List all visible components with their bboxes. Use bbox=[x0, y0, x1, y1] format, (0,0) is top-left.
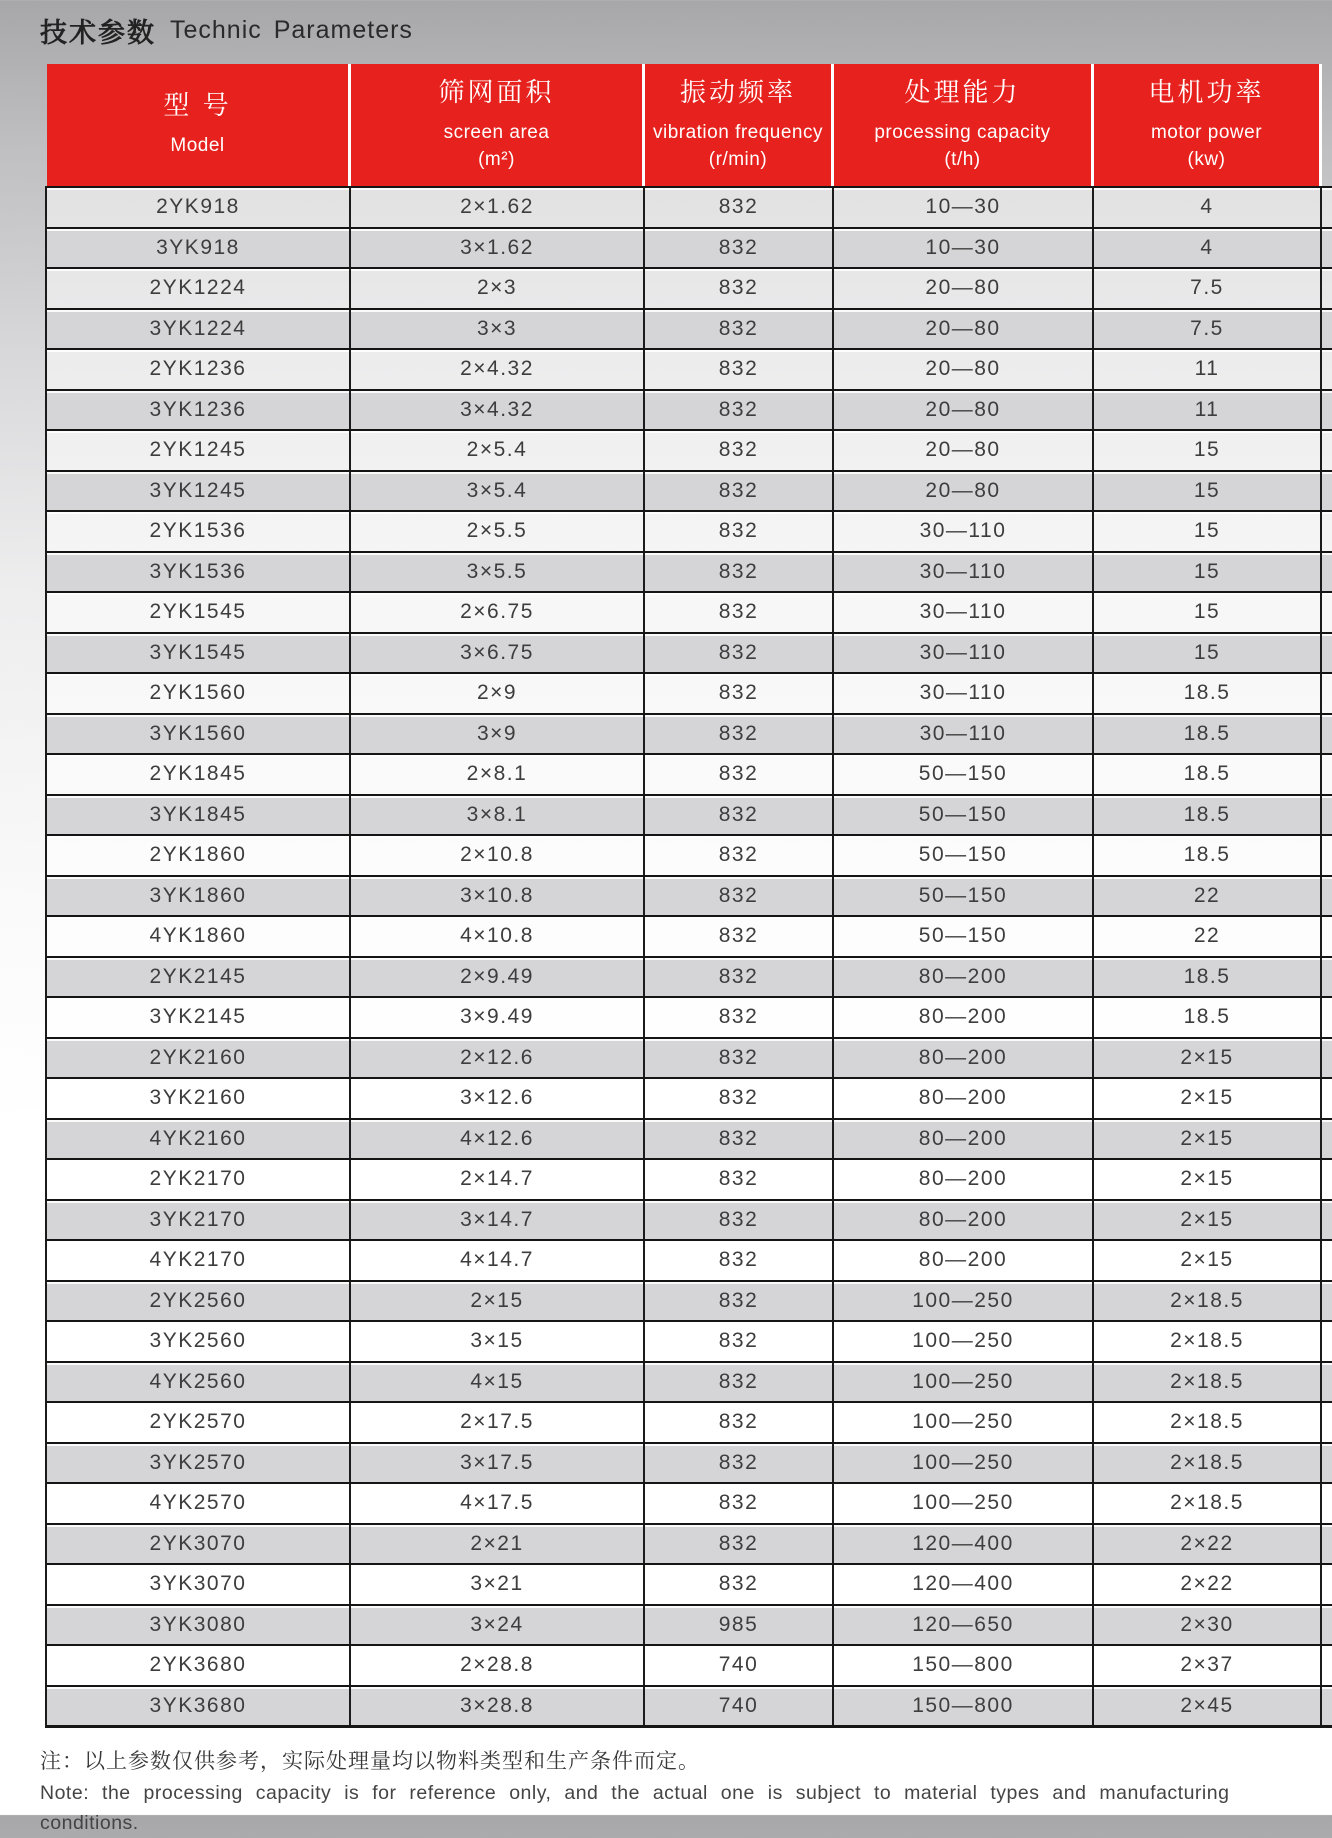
table-row bbox=[47, 227, 1332, 268]
model-cell: 4YK2170 bbox=[47, 1241, 351, 1280]
screen-area-cell: 3×9.49 bbox=[351, 998, 645, 1037]
processing-capacity-cell: 120—650 bbox=[834, 1606, 1094, 1645]
processing-capacity-cell: 80—200 bbox=[834, 998, 1094, 1037]
screen-area-cell: 2×17.5 bbox=[351, 1403, 645, 1442]
model-cell: 3YK918 bbox=[47, 229, 351, 268]
model-cell: 3YK2145 bbox=[47, 998, 351, 1037]
processing-capacity-cell: 30—110 bbox=[834, 674, 1094, 713]
vibration-frequency-cell: 832 bbox=[645, 1079, 834, 1118]
row-edge-sliver bbox=[1322, 674, 1332, 713]
processing-capacity-cell: 50—150 bbox=[834, 917, 1094, 956]
row-edge-sliver bbox=[1322, 1525, 1332, 1564]
model-cell: 2YK2560 bbox=[47, 1282, 351, 1321]
table-row bbox=[47, 632, 1332, 673]
motor-power-cell: 2×18.5 bbox=[1094, 1403, 1322, 1442]
motor-power-cell: 18.5 bbox=[1094, 715, 1322, 754]
processing-capacity-cell: 20—80 bbox=[834, 431, 1094, 470]
model-cell: 3YK1860 bbox=[47, 877, 351, 916]
row-edge-sliver bbox=[1322, 310, 1332, 349]
motor-power-cell: 2×15 bbox=[1094, 1241, 1322, 1280]
model-cell: 2YK1560 bbox=[47, 674, 351, 713]
footnotes bbox=[40, 1746, 1332, 1838]
motor-power-cell: 2×15 bbox=[1094, 1201, 1322, 1240]
motor-power-cell: 22 bbox=[1094, 877, 1322, 916]
table-row bbox=[47, 591, 1332, 632]
screen-area-cell: 2×4.32 bbox=[351, 350, 645, 389]
row-edge-sliver bbox=[1322, 1363, 1332, 1402]
motor-power-cell: 2×22 bbox=[1094, 1525, 1322, 1564]
motor-power-cell: 18.5 bbox=[1094, 796, 1322, 835]
table-row bbox=[47, 753, 1332, 794]
processing-capacity-cell: 50—150 bbox=[834, 796, 1094, 835]
screen-area-cell: 2×3 bbox=[351, 269, 645, 308]
model-cell: 2YK1245 bbox=[47, 431, 351, 470]
table-row bbox=[47, 429, 1332, 470]
table-row bbox=[47, 1037, 1332, 1078]
header-cell-model bbox=[47, 64, 351, 186]
header-screen-area-unit: (m²) bbox=[478, 149, 515, 171]
table-row bbox=[47, 713, 1332, 754]
screen-area-cell: 2×5.5 bbox=[351, 512, 645, 551]
motor-power-cell: 2×18.5 bbox=[1094, 1322, 1322, 1361]
screen-area-cell: 4×15 bbox=[351, 1363, 645, 1402]
vibration-frequency-cell: 832 bbox=[645, 715, 834, 754]
model-cell: 3YK2560 bbox=[47, 1322, 351, 1361]
motor-power-cell: 2×37 bbox=[1094, 1646, 1322, 1685]
vibration-frequency-cell: 832 bbox=[645, 796, 834, 835]
motor-power-cell: 2×30 bbox=[1094, 1606, 1322, 1645]
model-cell: 4YK2160 bbox=[47, 1120, 351, 1159]
row-edge-sliver bbox=[1322, 229, 1332, 268]
table-row bbox=[47, 1118, 1332, 1159]
processing-capacity-cell: 50—150 bbox=[834, 755, 1094, 794]
screen-area-cell: 3×9 bbox=[351, 715, 645, 754]
row-edge-sliver bbox=[1322, 472, 1332, 511]
table-row bbox=[47, 1442, 1332, 1483]
motor-power-cell: 18.5 bbox=[1094, 674, 1322, 713]
table-body bbox=[45, 186, 1332, 1728]
vibration-frequency-cell: 832 bbox=[645, 1444, 834, 1483]
motor-power-cell: 2×15 bbox=[1094, 1079, 1322, 1118]
screen-area-cell: 4×12.6 bbox=[351, 1120, 645, 1159]
table-row bbox=[47, 1077, 1332, 1118]
motor-power-cell: 2×18.5 bbox=[1094, 1282, 1322, 1321]
vibration-frequency-cell: 832 bbox=[645, 1201, 834, 1240]
model-cell: 2YK3680 bbox=[47, 1646, 351, 1685]
screen-area-cell: 3×10.8 bbox=[351, 877, 645, 916]
vibration-frequency-cell: 832 bbox=[645, 998, 834, 1037]
motor-power-cell: 11 bbox=[1094, 350, 1322, 389]
screen-area-cell: 2×6.75 bbox=[351, 593, 645, 632]
row-edge-sliver bbox=[1322, 755, 1332, 794]
table-row bbox=[47, 956, 1332, 997]
row-edge-sliver bbox=[1322, 917, 1332, 956]
model-cell: 2YK2160 bbox=[47, 1039, 351, 1078]
vibration-frequency-cell: 832 bbox=[645, 674, 834, 713]
processing-capacity-cell: 100—250 bbox=[834, 1282, 1094, 1321]
vibration-frequency-cell: 832 bbox=[645, 1282, 834, 1321]
processing-capacity-cell: 80—200 bbox=[834, 958, 1094, 997]
table-row bbox=[47, 551, 1332, 592]
vibration-frequency-cell: 832 bbox=[645, 269, 834, 308]
row-edge-sliver bbox=[1322, 1606, 1332, 1645]
screen-area-cell: 3×15 bbox=[351, 1322, 645, 1361]
table-row bbox=[47, 267, 1332, 308]
motor-power-cell: 15 bbox=[1094, 634, 1322, 673]
motor-power-cell: 15 bbox=[1094, 593, 1322, 632]
table-row bbox=[47, 1685, 1332, 1726]
vibration-frequency-cell: 832 bbox=[645, 1322, 834, 1361]
vibration-frequency-cell: 832 bbox=[645, 958, 834, 997]
model-cell: 4YK2560 bbox=[47, 1363, 351, 1402]
row-edge-sliver bbox=[1322, 877, 1332, 916]
motor-power-cell: 7.5 bbox=[1094, 269, 1322, 308]
model-cell: 3YK1224 bbox=[47, 310, 351, 349]
model-cell: 2YK3070 bbox=[47, 1525, 351, 1564]
processing-capacity-cell: 150—800 bbox=[834, 1687, 1094, 1726]
model-cell: 4YK2570 bbox=[47, 1484, 351, 1523]
vibration-frequency-cell: 832 bbox=[645, 553, 834, 592]
table-row bbox=[47, 794, 1332, 835]
table-row bbox=[47, 510, 1332, 551]
processing-capacity-cell: 100—250 bbox=[834, 1484, 1094, 1523]
row-edge-sliver bbox=[1322, 1687, 1332, 1726]
header-vibration-frequency-en: vibration frequency bbox=[652, 121, 824, 143]
processing-capacity-cell: 100—250 bbox=[834, 1444, 1094, 1483]
header-edge-sliver bbox=[1322, 64, 1332, 186]
processing-capacity-cell: 20—80 bbox=[834, 310, 1094, 349]
processing-capacity-cell: 20—80 bbox=[834, 350, 1094, 389]
processing-capacity-cell: 30—110 bbox=[834, 512, 1094, 551]
vibration-frequency-cell: 832 bbox=[645, 1403, 834, 1442]
row-edge-sliver bbox=[1322, 1160, 1332, 1199]
model-cell: 3YK1236 bbox=[47, 391, 351, 430]
vibration-frequency-cell: 740 bbox=[645, 1687, 834, 1726]
table-row bbox=[47, 1239, 1332, 1280]
motor-power-cell: 2×15 bbox=[1094, 1039, 1322, 1078]
model-cell: 3YK3070 bbox=[47, 1565, 351, 1604]
model-cell: 2YK2170 bbox=[47, 1160, 351, 1199]
processing-capacity-cell: 150—800 bbox=[834, 1646, 1094, 1685]
table-row bbox=[47, 1158, 1332, 1199]
row-edge-sliver bbox=[1322, 1079, 1332, 1118]
screen-area-cell: 4×17.5 bbox=[351, 1484, 645, 1523]
model-cell: 3YK1845 bbox=[47, 796, 351, 835]
screen-area-cell: 2×28.8 bbox=[351, 1646, 645, 1685]
motor-power-cell: 18.5 bbox=[1094, 998, 1322, 1037]
screen-area-cell: 3×1.62 bbox=[351, 229, 645, 268]
row-edge-sliver bbox=[1322, 1241, 1332, 1280]
model-cell: 3YK1245 bbox=[47, 472, 351, 511]
processing-capacity-cell: 80—200 bbox=[834, 1079, 1094, 1118]
model-cell: 3YK1545 bbox=[47, 634, 351, 673]
screen-area-cell: 3×3 bbox=[351, 310, 645, 349]
header-screen-area-zh: 筛网面积 bbox=[438, 76, 555, 107]
row-edge-sliver bbox=[1322, 1322, 1332, 1361]
row-edge-sliver bbox=[1322, 1039, 1332, 1078]
motor-power-cell: 2×18.5 bbox=[1094, 1444, 1322, 1483]
screen-area-cell: 2×14.7 bbox=[351, 1160, 645, 1199]
model-cell: 2YK2570 bbox=[47, 1403, 351, 1442]
model-cell: 3YK3680 bbox=[47, 1687, 351, 1726]
row-edge-sliver bbox=[1322, 553, 1332, 592]
row-edge-sliver bbox=[1322, 958, 1332, 997]
model-cell: 2YK1236 bbox=[47, 350, 351, 389]
table-row bbox=[47, 1482, 1332, 1523]
model-cell: 3YK2160 bbox=[47, 1079, 351, 1118]
processing-capacity-cell: 30—110 bbox=[834, 553, 1094, 592]
vibration-frequency-cell: 832 bbox=[645, 350, 834, 389]
screen-area-cell: 2×15 bbox=[351, 1282, 645, 1321]
table-row bbox=[47, 996, 1332, 1037]
vibration-frequency-cell: 832 bbox=[645, 472, 834, 511]
motor-power-cell: 11 bbox=[1094, 391, 1322, 430]
model-cell: 2YK1536 bbox=[47, 512, 351, 551]
row-edge-sliver bbox=[1322, 1646, 1332, 1685]
table-row bbox=[47, 1523, 1332, 1564]
motor-power-cell: 15 bbox=[1094, 472, 1322, 511]
processing-capacity-cell: 20—80 bbox=[834, 269, 1094, 308]
table-row bbox=[47, 186, 1332, 227]
screen-area-cell: 3×5.4 bbox=[351, 472, 645, 511]
motor-power-cell: 15 bbox=[1094, 553, 1322, 592]
row-edge-sliver bbox=[1322, 1282, 1332, 1321]
motor-power-cell: 4 bbox=[1094, 188, 1322, 227]
page-title-zh: 技术参数 bbox=[40, 17, 156, 48]
screen-area-cell: 3×24 bbox=[351, 1606, 645, 1645]
header-model-en: Model bbox=[170, 135, 225, 157]
model-cell: 4YK1860 bbox=[47, 917, 351, 956]
processing-capacity-cell: 80—200 bbox=[834, 1160, 1094, 1199]
vibration-frequency-cell: 832 bbox=[645, 836, 834, 875]
processing-capacity-cell: 50—150 bbox=[834, 877, 1094, 916]
screen-area-cell: 3×6.75 bbox=[351, 634, 645, 673]
header-motor-power-en: motor power bbox=[1150, 121, 1263, 143]
model-cell: 3YK1560 bbox=[47, 715, 351, 754]
model-cell: 3YK3080 bbox=[47, 1606, 351, 1645]
header-cell-motor-power bbox=[1094, 64, 1322, 186]
motor-power-cell: 2×22 bbox=[1094, 1565, 1322, 1604]
screen-area-cell: 2×1.62 bbox=[351, 188, 645, 227]
row-edge-sliver bbox=[1322, 1201, 1332, 1240]
processing-capacity-cell: 100—250 bbox=[834, 1363, 1094, 1402]
processing-capacity-cell: 120—400 bbox=[834, 1525, 1094, 1564]
processing-capacity-cell: 50—150 bbox=[834, 836, 1094, 875]
motor-power-cell: 2×18.5 bbox=[1094, 1363, 1322, 1402]
screen-area-cell: 2×8.1 bbox=[351, 755, 645, 794]
model-cell: 3YK2570 bbox=[47, 1444, 351, 1483]
motor-power-cell: 18.5 bbox=[1094, 958, 1322, 997]
table-row bbox=[47, 834, 1332, 875]
screen-area-cell: 2×9 bbox=[351, 674, 645, 713]
header-processing-capacity-en: processing capacity bbox=[874, 121, 1051, 143]
screen-area-cell: 2×10.8 bbox=[351, 836, 645, 875]
processing-capacity-cell: 10—30 bbox=[834, 188, 1094, 227]
vibration-frequency-cell: 832 bbox=[645, 1484, 834, 1523]
vibration-frequency-cell: 832 bbox=[645, 229, 834, 268]
vibration-frequency-cell: 832 bbox=[645, 755, 834, 794]
row-edge-sliver bbox=[1322, 1484, 1332, 1523]
header-processing-capacity-unit: (t/h) bbox=[944, 149, 981, 171]
motor-power-cell: 2×15 bbox=[1094, 1160, 1322, 1199]
table-row bbox=[47, 1644, 1332, 1685]
processing-capacity-cell: 80—200 bbox=[834, 1039, 1094, 1078]
model-cell: 2YK1860 bbox=[47, 836, 351, 875]
screen-area-cell: 2×5.4 bbox=[351, 431, 645, 470]
vibration-frequency-cell: 832 bbox=[645, 917, 834, 956]
screen-area-cell: 2×21 bbox=[351, 1525, 645, 1564]
table-row bbox=[47, 1604, 1332, 1645]
model-cell: 3YK2170 bbox=[47, 1201, 351, 1240]
processing-capacity-cell: 120—400 bbox=[834, 1565, 1094, 1604]
header-cell-screen-area bbox=[351, 64, 645, 186]
processing-capacity-cell: 80—200 bbox=[834, 1120, 1094, 1159]
table-row bbox=[47, 1199, 1332, 1240]
vibration-frequency-cell: 832 bbox=[645, 1565, 834, 1604]
model-cell: 3YK1536 bbox=[47, 553, 351, 592]
screen-area-cell: 3×5.5 bbox=[351, 553, 645, 592]
screen-area-cell: 3×12.6 bbox=[351, 1079, 645, 1118]
row-edge-sliver bbox=[1322, 512, 1332, 551]
vibration-frequency-cell: 740 bbox=[645, 1646, 834, 1685]
row-edge-sliver bbox=[1322, 1403, 1332, 1442]
table-row bbox=[47, 308, 1332, 349]
row-edge-sliver bbox=[1322, 350, 1332, 389]
motor-power-cell: 2×18.5 bbox=[1094, 1484, 1322, 1523]
table-row bbox=[47, 1361, 1332, 1402]
note-zh: 注：以上参数仅供参考，实际处理量均以物料类型和生产条件而定。 bbox=[40, 1750, 700, 1773]
motor-power-cell: 7.5 bbox=[1094, 310, 1322, 349]
row-edge-sliver bbox=[1322, 1565, 1332, 1604]
vibration-frequency-cell: 832 bbox=[645, 431, 834, 470]
table-row bbox=[47, 1280, 1332, 1321]
motor-power-cell: 18.5 bbox=[1094, 755, 1322, 794]
screen-area-cell: 4×10.8 bbox=[351, 917, 645, 956]
row-edge-sliver bbox=[1322, 1120, 1332, 1159]
vibration-frequency-cell: 832 bbox=[645, 1120, 834, 1159]
header-model-zh: 型 号 bbox=[163, 90, 232, 121]
vibration-frequency-cell: 832 bbox=[645, 1241, 834, 1280]
note-en: Note: the processing capacity is for reference only, and the actual one is subject to material types and manufacturing conditions. bbox=[40, 1781, 1230, 1834]
model-cell: 2YK1545 bbox=[47, 593, 351, 632]
processing-capacity-cell: 30—110 bbox=[834, 715, 1094, 754]
screen-area-cell: 3×8.1 bbox=[351, 796, 645, 835]
model-cell: 2YK1845 bbox=[47, 755, 351, 794]
screen-area-cell: 4×14.7 bbox=[351, 1241, 645, 1280]
row-edge-sliver bbox=[1322, 269, 1332, 308]
header-processing-capacity-zh: 处理能力 bbox=[904, 76, 1021, 107]
technic-parameters-table bbox=[45, 64, 1332, 1728]
row-edge-sliver bbox=[1322, 715, 1332, 754]
screen-area-cell: 3×21 bbox=[351, 1565, 645, 1604]
screen-area-cell: 2×9.49 bbox=[351, 958, 645, 997]
motor-power-cell: 15 bbox=[1094, 431, 1322, 470]
screen-area-cell: 3×28.8 bbox=[351, 1687, 645, 1726]
row-edge-sliver bbox=[1322, 836, 1332, 875]
processing-capacity-cell: 100—250 bbox=[834, 1403, 1094, 1442]
screen-area-cell: 2×12.6 bbox=[351, 1039, 645, 1078]
vibration-frequency-cell: 832 bbox=[645, 512, 834, 551]
row-edge-sliver bbox=[1322, 796, 1332, 835]
header-screen-area-en: screen area bbox=[443, 121, 550, 143]
vibration-frequency-cell: 832 bbox=[645, 634, 834, 673]
processing-capacity-cell: 20—80 bbox=[834, 472, 1094, 511]
model-cell: 2YK1224 bbox=[47, 269, 351, 308]
header-vibration-frequency-unit: (r/min) bbox=[708, 149, 768, 171]
model-cell: 2YK2145 bbox=[47, 958, 351, 997]
processing-capacity-cell: 30—110 bbox=[834, 634, 1094, 673]
table-row bbox=[47, 1401, 1332, 1442]
row-edge-sliver bbox=[1322, 593, 1332, 632]
table-row bbox=[47, 915, 1332, 956]
header-cell-vibration-frequency bbox=[645, 64, 834, 186]
processing-capacity-cell: 20—80 bbox=[834, 391, 1094, 430]
motor-power-cell: 2×15 bbox=[1094, 1120, 1322, 1159]
motor-power-cell: 18.5 bbox=[1094, 836, 1322, 875]
table-row bbox=[47, 1320, 1332, 1361]
header-motor-power-unit: (kw) bbox=[1187, 149, 1226, 171]
vibration-frequency-cell: 832 bbox=[645, 188, 834, 227]
vibration-frequency-cell: 832 bbox=[645, 1039, 834, 1078]
table-row bbox=[47, 672, 1332, 713]
motor-power-cell: 15 bbox=[1094, 512, 1322, 551]
table-row bbox=[47, 875, 1332, 916]
motor-power-cell: 2×45 bbox=[1094, 1687, 1322, 1726]
processing-capacity-cell: 80—200 bbox=[834, 1201, 1094, 1240]
table-row bbox=[47, 389, 1332, 430]
header-motor-power-zh: 电机功率 bbox=[1148, 76, 1265, 107]
vibration-frequency-cell: 832 bbox=[645, 310, 834, 349]
vibration-frequency-cell: 832 bbox=[645, 877, 834, 916]
processing-capacity-cell: 80—200 bbox=[834, 1241, 1094, 1280]
motor-power-cell: 4 bbox=[1094, 229, 1322, 268]
vibration-frequency-cell: 832 bbox=[645, 1525, 834, 1564]
row-edge-sliver bbox=[1322, 188, 1332, 227]
processing-capacity-cell: 30—110 bbox=[834, 593, 1094, 632]
table-row bbox=[47, 470, 1332, 511]
motor-power-cell: 22 bbox=[1094, 917, 1322, 956]
processing-capacity-cell: 100—250 bbox=[834, 1322, 1094, 1361]
model-cell: 2YK918 bbox=[47, 188, 351, 227]
header-vibration-frequency-zh: 振动频率 bbox=[679, 76, 796, 107]
processing-capacity-cell: 10—30 bbox=[834, 229, 1094, 268]
screen-area-cell: 3×4.32 bbox=[351, 391, 645, 430]
page-title-en: Technic Parameters bbox=[170, 15, 413, 44]
row-edge-sliver bbox=[1322, 634, 1332, 673]
vibration-frequency-cell: 832 bbox=[645, 1363, 834, 1402]
screen-area-cell: 3×17.5 bbox=[351, 1444, 645, 1483]
row-edge-sliver bbox=[1322, 1444, 1332, 1483]
table-row bbox=[47, 348, 1332, 389]
page-title bbox=[40, 12, 1332, 48]
row-edge-sliver bbox=[1322, 998, 1332, 1037]
row-edge-sliver bbox=[1322, 391, 1332, 430]
table-header bbox=[47, 64, 1332, 186]
vibration-frequency-cell: 832 bbox=[645, 1160, 834, 1199]
vibration-frequency-cell: 832 bbox=[645, 391, 834, 430]
screen-area-cell: 3×14.7 bbox=[351, 1201, 645, 1240]
row-edge-sliver bbox=[1322, 431, 1332, 470]
vibration-frequency-cell: 832 bbox=[645, 593, 834, 632]
header-cell-processing-capacity bbox=[834, 64, 1094, 186]
table-row bbox=[47, 1563, 1332, 1604]
vibration-frequency-cell: 985 bbox=[645, 1606, 834, 1645]
